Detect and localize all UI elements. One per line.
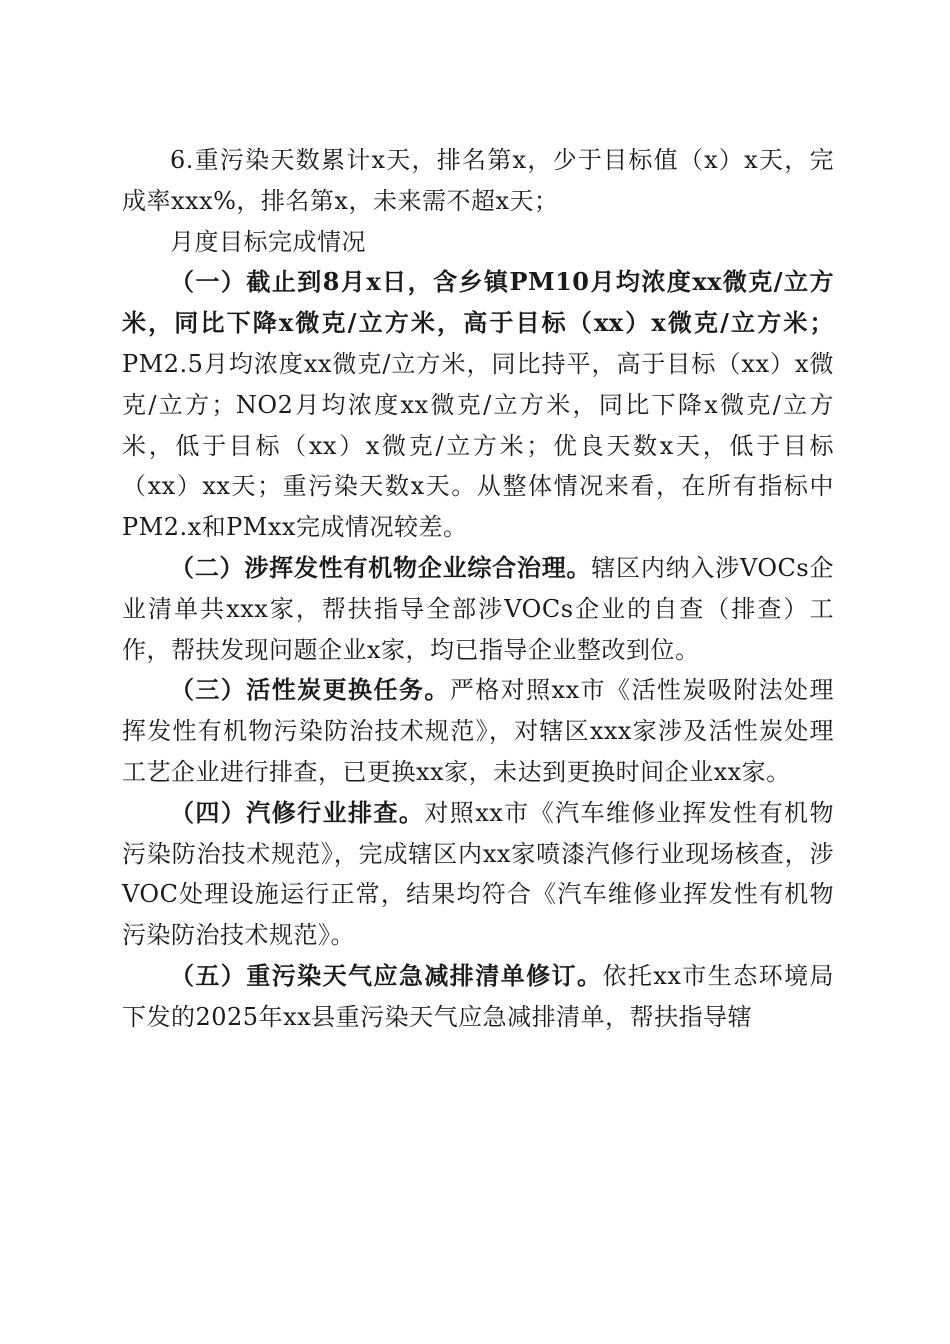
- paragraph-lead: （一）截止到8月x日，含乡镇PM10月均浓度xx微克/立方米，同比下降x微克/立方米，高于目标（xx）x微克/立方米；: [122, 267, 834, 338]
- paragraph-item-5-emergency-list: [122, 956, 834, 1038]
- paragraph-item-3-activated-carbon: [122, 670, 834, 792]
- paragraph-item-2-vocs: [122, 548, 834, 670]
- section-heading-monthly-targets: [122, 222, 834, 263]
- paragraph-body: 辖区内纳入涉VOCs企业清单共xxx家，帮扶指导全部涉VOCs企业的自查（排查）工作，帮扶发现问题企业x家，均已指导企业整改到位。: [122, 553, 835, 664]
- paragraph-heavy-pollution-days: [122, 140, 834, 222]
- paragraph-lead: （二）涉挥发性有机物企业综合治理。: [170, 552, 592, 582]
- document-page: [122, 140, 834, 1038]
- paragraph-lead: （三）活性炭更换任务。: [170, 675, 450, 705]
- paragraph-body: 严格对照xx市《活性炭吸附法处理挥发性有机物污染防治技术规范》，对辖区xxx家涉及活性炭处理工艺企业进行排查，已更换xx家，未达到更换时间企业xx家。: [122, 676, 834, 786]
- paragraph-body: 月度目标完成情况: [170, 227, 366, 256]
- paragraph-body: PM2.5月均浓度xx微克/立方米，同比持平，高于目标（xx）x微克/立方；NO2月均浓度xx微克/立方米，同比下降x微克/立方米，低于目标（xx）x微克/立方米；优良天数x天，低于目标（xx）xx天；重污染天数x天。从整体情况来看，在所有指标中PM2.x和PMxx完成情况较差。: [122, 349, 834, 542]
- paragraph-lead: （四）汽修行业排查。: [170, 797, 425, 827]
- paragraph-body: 依托xx市生态环境局下发的2025年xx县重污染天气应急减排清单，帮扶指导辖: [122, 961, 835, 1031]
- paragraph-body: 6.重污染天数累计x天，排名第x，少于目标值（x）x天，完成率xxx%，排名第x，未来需不超x天；: [122, 146, 834, 215]
- paragraph-body: 对照xx市《汽车维修业挥发性有机物污染防治技术规范》，完成辖区内xx家喷漆汽修行业现场核查，涉VOC处理设施运行正常，结果均符合《汽车维修业挥发性有机物污染防治技术规范》。: [122, 798, 834, 950]
- paragraph-item-4-auto-repair: [122, 793, 834, 956]
- paragraph-item-1-air-quality: [122, 262, 834, 548]
- paragraph-lead: （五）重污染天气应急减排清单修订。: [170, 960, 603, 990]
